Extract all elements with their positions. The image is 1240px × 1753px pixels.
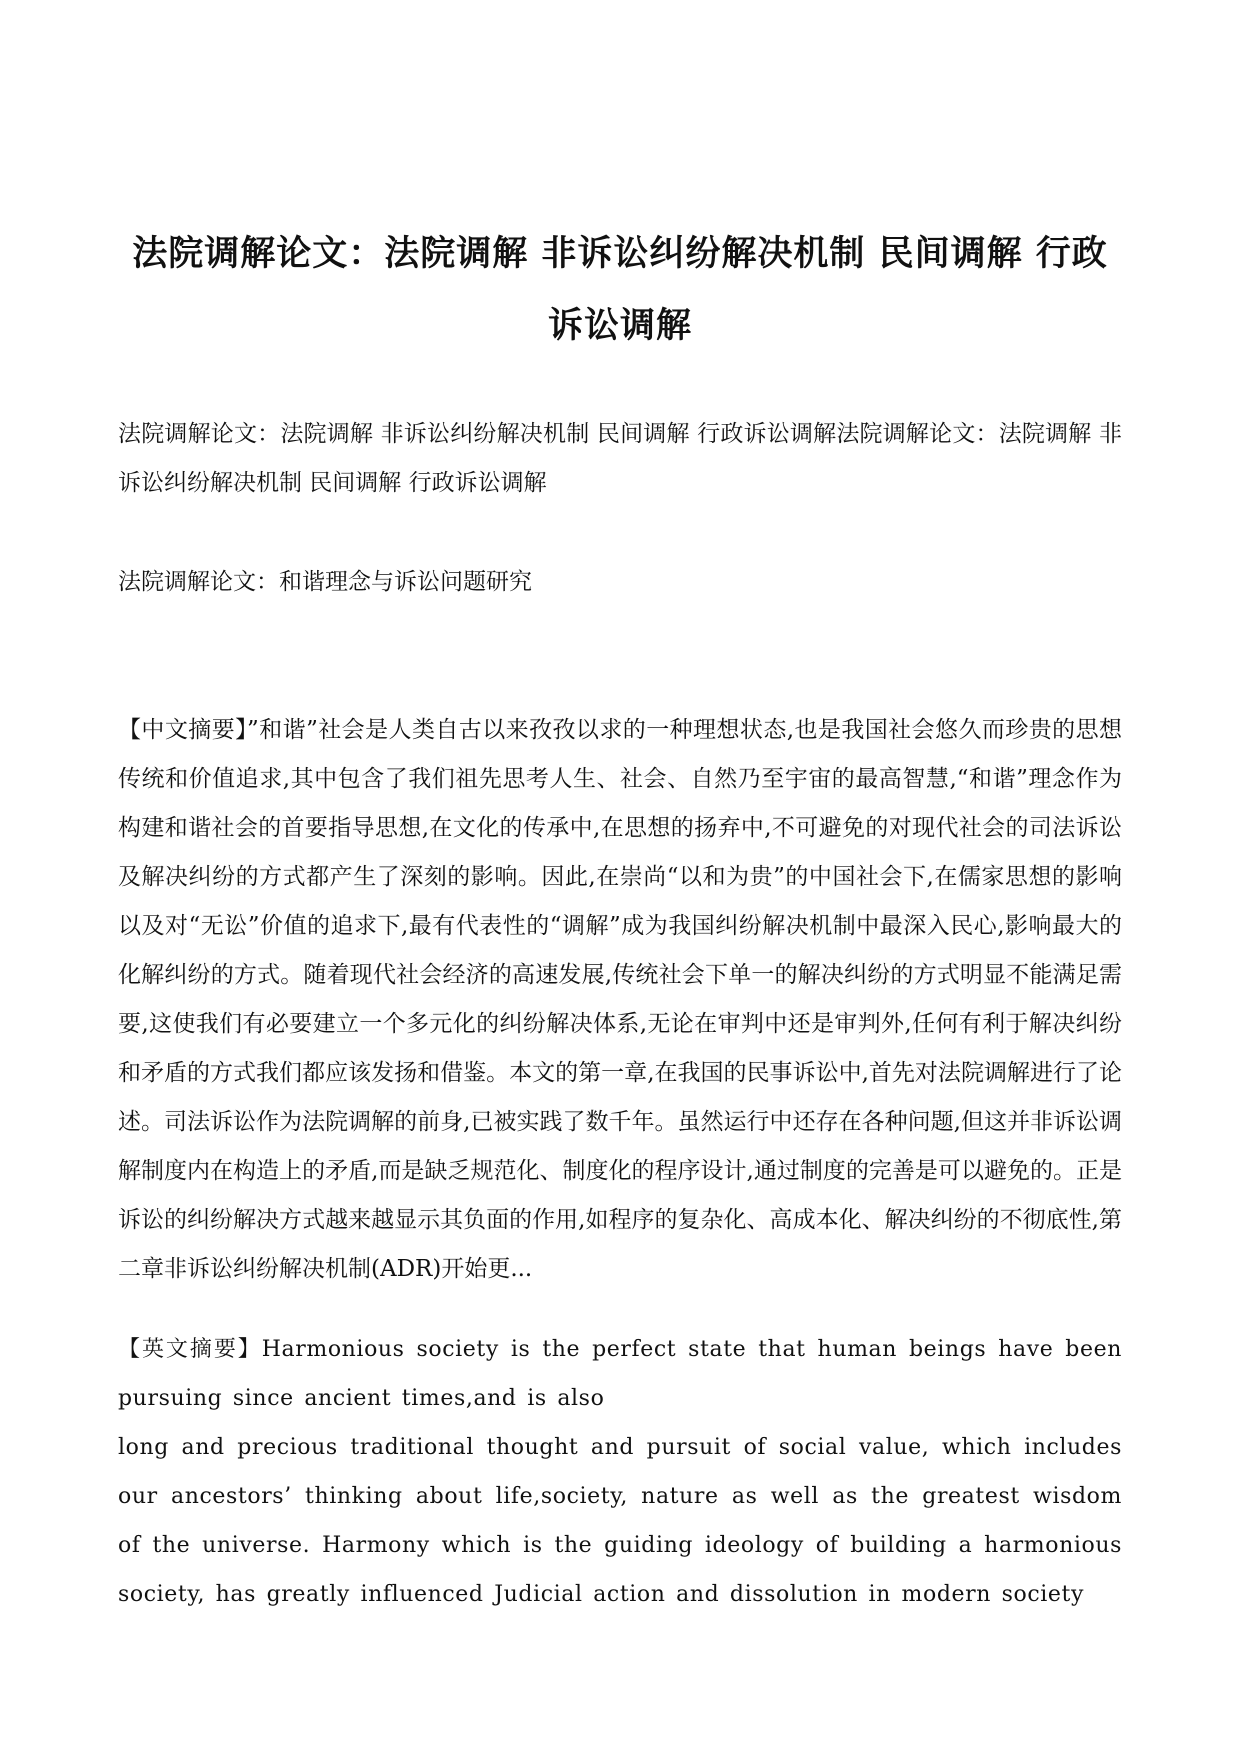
english-abstract-text-2: long and precious traditional thought and pursuit of social value, which includes our ancestors’ thinking about life,society, nature as well as the greatest wisdom of the universe. Harmony which is the guiding ideology of building a harmonious society, has greatly influenced Judicial action and dissolution in modern society (118, 1435, 1122, 1607)
paper-subtitle: 法院调解论文：和谐理念与诉讼问题研究 (118, 569, 532, 595)
keywords-line: 法院调解论文：法院调解 非诉讼纠纷解决机制 民间调解 行政诉讼调解法院调解论文：法院调解 非诉讼纠纷解决机制 民间调解 行政诉讼调解 (118, 421, 1122, 496)
chinese-abstract (118, 706, 1122, 1294)
english-abstract-label: 【英文摘要】 (118, 1337, 262, 1362)
english-abstract-text-1: Harmonious society is the perfect state that human beings have been pursuing since ancient times,and is also (118, 1337, 1122, 1411)
chinese-abstract-label: 【中文摘要】 (118, 717, 248, 743)
english-abstract-first-line (118, 1325, 1122, 1423)
chinese-abstract-text: ”和谐”社会是人类自古以来孜孜以求的一种理想状态,也是我国社会悠久而珍贵的思想传统和价值追求,其中包含了我们祖先思考人生、社会、自然乃至宇宙的最高智慧,“和谐”理念作为构建和谐社会的首要指导思想,在文化的传承中,在思想的扬弃中,不可避免的对现代社会的司法诉讼及解决纠纷的方式都产生了深刻的影响。因此,在崇尚“以和为贵”的中国社会下,在儒家思想的影响以及对“无讼”价值的追求下,最有代表性的“调解”成为我国纠纷解决机制中最深入民心,影响最大的化解纠纷的方式。随着现代社会经济的高速发展,传统社会下单一的解决纠纷的方式明显不能满足需要,这使我们有必要建立一个多元化的纠纷解决体系,无论在审判中还是审判外,任何有利于解决纠纷和矛盾的方式我们都应该发扬和借鉴。本文的第一章,在我国的民事诉讼中,首先对法院调解进行了论述。司法诉讼作为法院调解的前身,已被实践了数千年。虽然运行中还存在各种问题,但这并非诉讼调解制度内在构造上的矛盾,而是缺乏规范化、制度化的程序设计,通过制度的完善是可以避免的。正是诉讼的纠纷解决方式越来越显示其负面的作用,如程序的复杂化、高成本化、解决纠纷的不彻底性,第二章非诉讼纠纷解决机制(ADR)开始更... (118, 717, 1123, 1282)
english-abstract (118, 1325, 1122, 1619)
page-title: 法院调解论文：法院调解 非诉讼纠纷解决机制 民间调解 行政诉讼调解 (132, 234, 1108, 346)
